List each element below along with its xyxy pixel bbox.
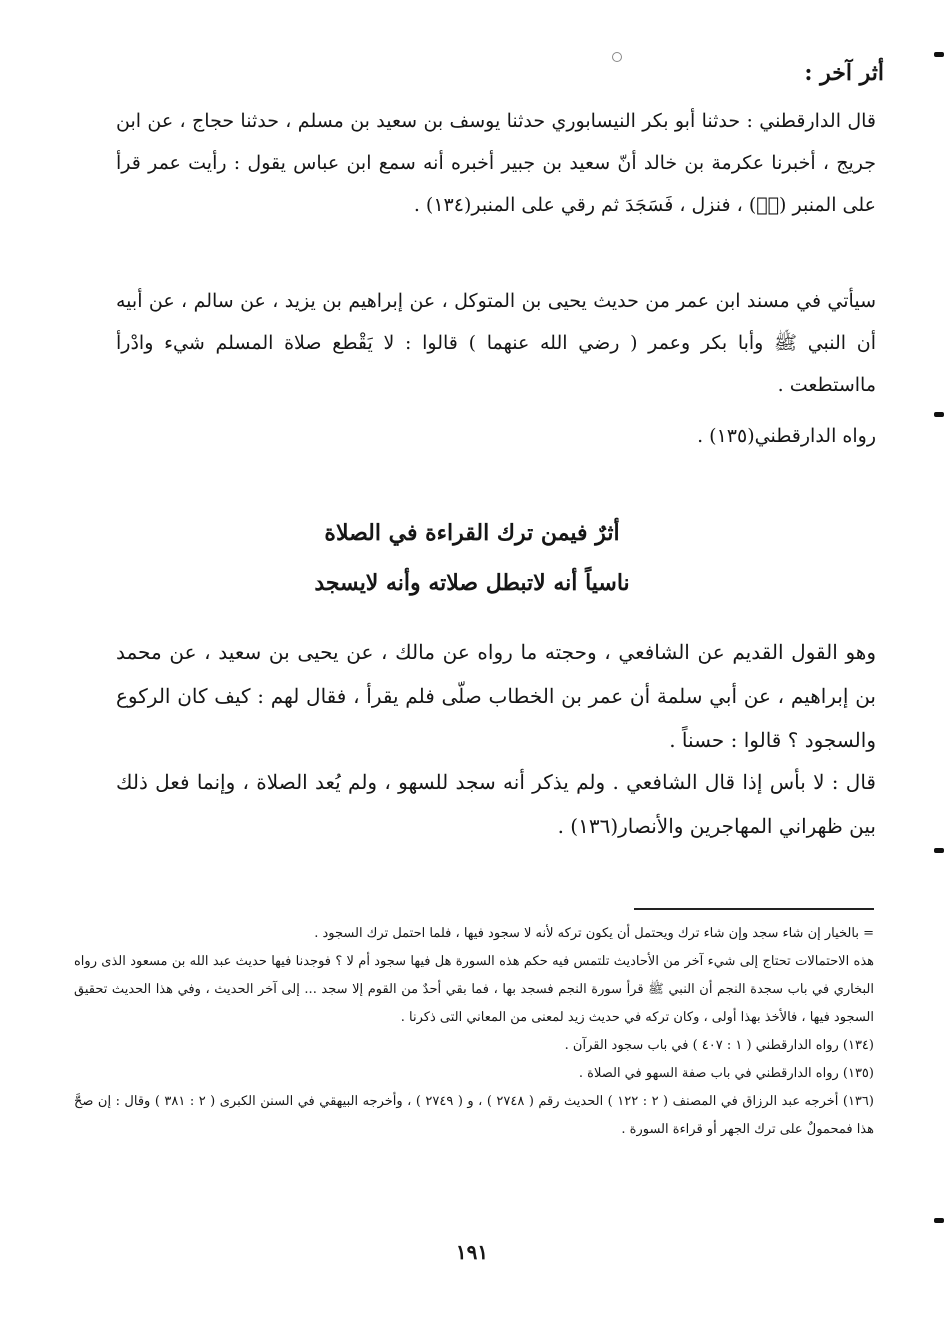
footnote-divider [634,908,874,910]
paragraph-ibn-umar-musnad: سيأتي في مسند ابن عمر من حديث يحيى بن المتوكل ، عن إبراهيم بن يزيد ، عن سالم ، عن أبيه أن النبي ﷺ وأبا بكر وعمر ( رضي الله عنهما ) قالوا : لا يَقْطع صلاة المسلم شيء وادْرأ مااستطعت . [116,290,876,396]
margin-mark [934,52,944,57]
section-heading-another-athar: أثر آخر : [804,60,884,86]
section-title-line1: أثرٌ فيمن ترك القراءة في الصلاة [324,520,620,546]
paragraph-daraqutni-isnad: قال الدارقطني : حدثنا أبو بكر النيسابوري حدثنا يوسف بن سعيد بن مسلم ، حدثنا حجاج ، عن ابن جريج ، أخبرنا عكرمة بن خالد أنّ سعيد بن جبير أخبره أنه سمع ابن عباس يقول : رأيت عمر قرأ على المنبر (صۤ) ، فنزل ، فَسَجَدَ ثم رقي على المنبر(١٣٤) . [116,110,876,216]
margin-mark [934,1218,944,1223]
paragraph-la-bas: قال : لا بأس إذا قال الشافعي . ولم يذكر أنه سجد للسهو ، ولم يُعد الصلاة ، وإنما فعل ذلك بين ظهراني المهاجرين والأنصار(١٣٦) . [116,770,876,838]
paragraph-shafii-qadim: وهو القول القديم عن الشافعي ، وحجته ما رواه عن مالك ، عن يحيى بن سعيد ، عن محمد بن إبراهيم ، عن أبي سلمة أن عمر بن الخطاب صلّى فلم يقرأ ، فقال لهم : كيف كان الركوع والسجود ؟ قالوا : حسناً . [116,640,876,752]
margin-mark [934,412,944,417]
footnote-continuation: = بالخيار إن شاء سجد وإن شاء ترك ويحتمل أن يكون تركه لأنه لا سجود فيها ، فلما احتمل ترك السجود . [314,926,874,941]
page-speck [612,52,622,62]
footnotes [74,920,874,1144]
footnote-136: (١٣٦) أخرجه عبد الرزاق في المصنف ( ٢ : ١٢٢ ) الحديث رقم ( ٢٧٤٨ ) ، و ( ٢٧٤٩ ) ، وأخرجه البيهقي في السنن الكبرى ( ٢ : ٣٨١ ) وقال : إن صحَّ هذا فمحمولٌ على ترك الجهر أو قراءة السورة . [74,1094,874,1137]
footnote-135: (١٣٥) رواه الدارقطني في باب صفة السهو في الصلاة . [578,1066,874,1081]
section-title-line2: ناسياً أنه لاتبطل صلاته وأنه لايسجد [314,570,630,596]
margin-mark [934,848,944,853]
footnote-discussion: هذه الاحتمالات تحتاج إلى شيء آخر من الأحاديث تلتمس فيه حكم هذه السورة هل فيها سجود أم لا ؟ فوجدنا فيها حديث عبد الله بن مسعود الذى رواه البخاري في باب سجدة النجم أن النبي ﷺ قرأ سورة النجم فسجد بها ، فما بقي أحدٌ من القوم إلا سجد ... إلى آخر الحديث ، وفي هذا الحديث تحقيق السجود فيها ، فالأخذ بهذا أولى ، وكان تركه في حديث زيد لمعنى من المعاني التى ذكرنا . [74,954,874,1025]
footnote-134: (١٣٤) رواه الدارقطني ( ١ : ٤٠٧ ) في باب سجود القرآن . [564,1038,874,1053]
paragraph-rawahu: رواه الدارقطني(١٣٥) . [697,425,876,447]
page-number: ١٩١ [455,1240,489,1264]
